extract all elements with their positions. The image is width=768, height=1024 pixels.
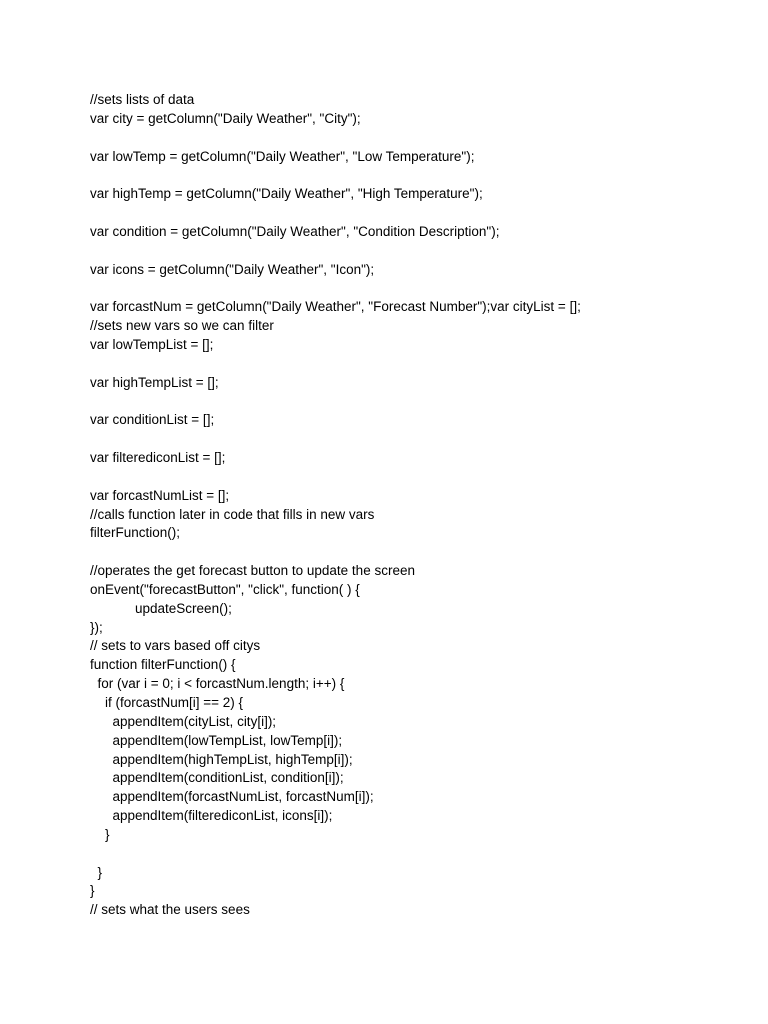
code-line: appendItem(cityList, city[i]); bbox=[90, 713, 277, 729]
code-line: //sets lists of data bbox=[90, 92, 195, 107]
code-line: // sets to vars based off citys bbox=[90, 638, 261, 654]
code-line: } bbox=[90, 826, 110, 842]
code-line bbox=[90, 468, 730, 487]
code-line: appendItem(highTempList, highTemp[i]); bbox=[90, 751, 353, 767]
code-line: var icons = getColumn("Daily Weather", "Icon"); bbox=[90, 261, 375, 277]
code-line bbox=[90, 393, 730, 412]
code-line: //calls function later in code that fills in new vars bbox=[90, 506, 375, 522]
code-line bbox=[90, 845, 730, 864]
code-line: var city = getColumn("Daily Weather", "City"); bbox=[90, 110, 361, 126]
code-line: var highTempList = []; bbox=[90, 374, 219, 390]
code-line: filterFunction(); bbox=[90, 525, 181, 541]
code-line: var lowTemp = getColumn("Daily Weather", "Low Temperature"); bbox=[90, 148, 475, 164]
code-listing bbox=[90, 91, 730, 920]
code-line: var condition = getColumn("Daily Weather", "Condition Description"); bbox=[90, 223, 500, 239]
code-line: var highTemp = getColumn("Daily Weather", "High Temperature"); bbox=[90, 186, 483, 202]
code-line: //sets new vars so we can filter bbox=[90, 318, 274, 334]
code-line: // sets what the users sees bbox=[90, 902, 250, 918]
code-line: var filterediconList = []; bbox=[90, 450, 226, 466]
code-line: var lowTempList = []; bbox=[90, 336, 214, 352]
code-line bbox=[90, 242, 730, 261]
code-line: updateScreen(); bbox=[90, 600, 232, 616]
code-line bbox=[90, 430, 730, 449]
code-line bbox=[90, 129, 730, 148]
code-line: var forcastNumList = []; bbox=[90, 487, 230, 503]
code-line: var conditionList = []; bbox=[90, 412, 215, 428]
code-line: if (forcastNum[i] == 2) { bbox=[90, 695, 244, 710]
code-line: appendItem(forcastNumList, forcastNum[i]); bbox=[90, 789, 374, 805]
code-line bbox=[90, 543, 730, 562]
code-line: } bbox=[90, 864, 103, 880]
code-line: for (var i = 0; i < forcastNum.length; i++) { bbox=[90, 676, 345, 692]
code-line: function filterFunction() { bbox=[90, 657, 236, 673]
code-line: //operates the get forecast button to update the screen bbox=[90, 563, 415, 579]
code-line bbox=[90, 166, 730, 185]
code-line: appendItem(lowTempList, lowTemp[i]); bbox=[90, 732, 343, 748]
code-line bbox=[90, 204, 730, 223]
code-line: var forcastNum = getColumn("Daily Weather", "Forecast Number");var cityList = []; bbox=[90, 299, 581, 315]
code-line: appendItem(filterediconList, icons[i]); bbox=[90, 808, 333, 824]
code-line: }); bbox=[90, 619, 103, 635]
code-line: appendItem(conditionList, condition[i]); bbox=[90, 770, 344, 786]
code-line bbox=[90, 355, 730, 374]
code-line: onEvent("forecastButton", "click", function( ) { bbox=[90, 581, 360, 597]
code-line: } bbox=[90, 883, 95, 899]
code-line bbox=[90, 279, 730, 298]
